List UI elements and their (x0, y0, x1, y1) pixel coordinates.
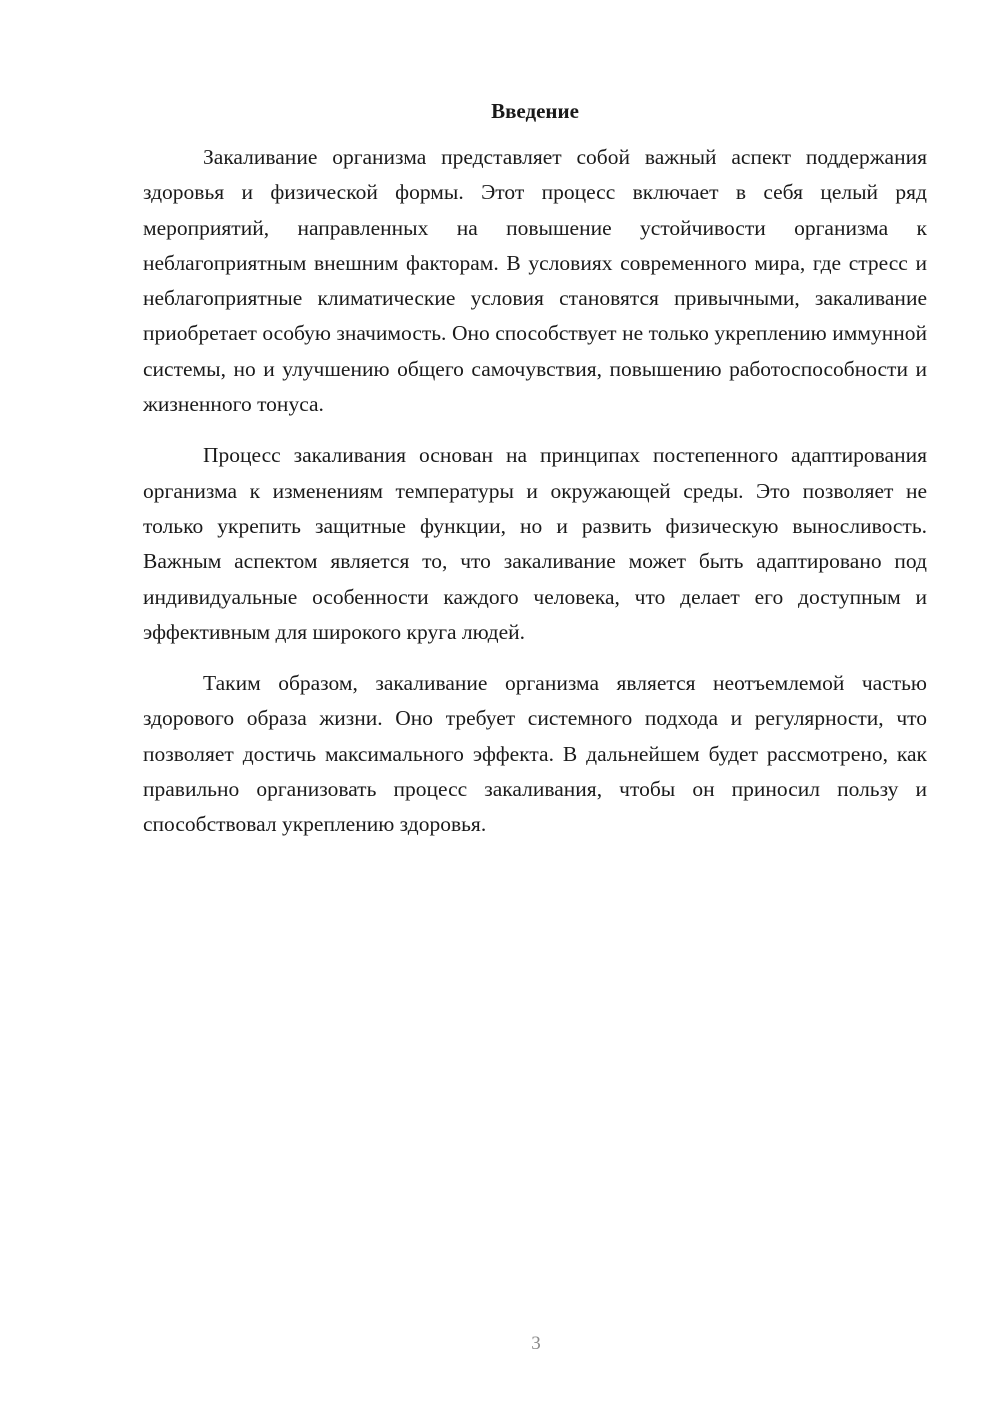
paragraph-3: Таким образом, закаливание организма является неотъемлемой частью здорового образа жизни. Оно требует системного подхода и регулярности, что позволяет достичь максимального эффекта. В дальнейшем будет рассмотрено, как правильно организовать процесс закаливания, чтобы он приносил пользу и способствовал укреплению здоровья. (143, 671, 927, 837)
page-number: 3 (531, 1333, 541, 1354)
paragraph-2: Процесс закаливания основан на принципах постепенного адаптирования организма к изменениям температуры и окружающей среды. Это позволяет не только укрепить защитные функции, но и развить физическую выносливость. Важным аспектом является то, что закаливание может быть адаптировано под индивидуальные особенности каждого человека, что делает его доступным и эффективным для широкого круга людей. (143, 443, 927, 644)
section-title: Введение (491, 99, 579, 123)
paragraph-1: Закаливание организма представляет собой важный аспект поддержания здоровья и физической формы. Этот процесс включает в себя целый ряд мероприятий, направленных на повышение устойчивости организма к неблагоприятным внешним факторам. В условиях современного мира, где стресс и неблагоприятные климатические условия становятся привычными, закаливание приобретает особую значимость. Оно способствует не только укреплению иммунной системы, но и улучшению общего самочувствия, повышению работоспособности и жизненного тонуса. (143, 145, 927, 417)
page-content (143, 94, 927, 859)
